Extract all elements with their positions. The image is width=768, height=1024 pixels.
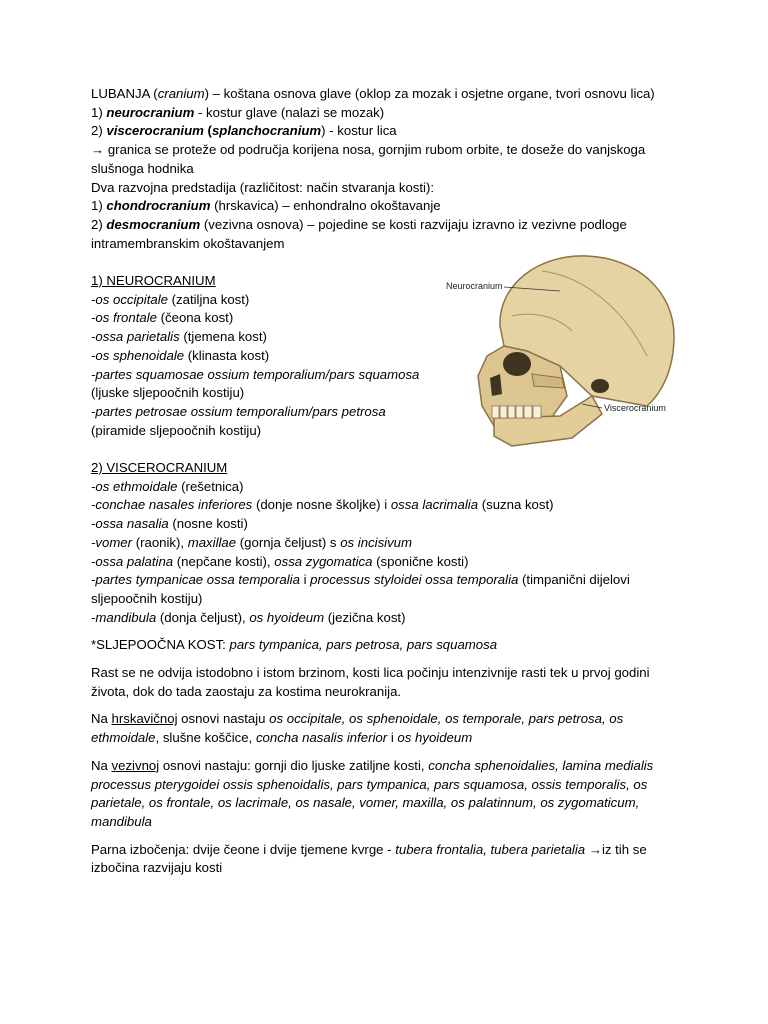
tooth — [533, 406, 541, 418]
neuro-heading: 1) NEUROCRANIUM — [91, 273, 216, 289]
latin-term: -os ethmoidale — [91, 478, 178, 494]
text: Na — [91, 711, 112, 727]
hrsk-line-2 — [91, 729, 691, 748]
text: (rešetnica) — [177, 478, 244, 494]
list-item — [91, 534, 691, 553]
latin-term: -partes petrosae ossium temporalium/pars petrosa — [91, 403, 386, 419]
latin-term: os incisivum — [340, 534, 413, 550]
skull-illustration — [442, 246, 682, 450]
latin-term: processus pterygoidei ossis sphenoidalis, pars tympanica, pars squamosa, ossis temporalis, os — [91, 776, 648, 792]
tooth — [508, 406, 515, 418]
latin-term: neurocranium — [106, 104, 195, 120]
intro-d2 — [91, 216, 691, 235]
text: (jezična kost) — [324, 609, 406, 625]
text: (piramide sljepoočnih kostiju) — [91, 422, 262, 438]
intro-line-2 — [91, 122, 691, 141]
latin-term: pars tympanica, pars petrosa, pars squamosa — [229, 637, 498, 653]
tooth — [500, 406, 507, 418]
text: (sponične kosti) — [372, 553, 469, 569]
latin-term: concha nasalis inferior — [255, 730, 388, 746]
spacer — [91, 748, 691, 757]
vez-line-2 — [91, 776, 691, 795]
hrsk-line-1 — [91, 710, 691, 729]
latin-term: -partes tympanicae ossa temporalia — [91, 572, 300, 588]
spacer — [91, 627, 691, 636]
intro-dva: Dva razvojna predstadija (različitost: način stvaranja kosti): — [91, 179, 435, 195]
list-item — [91, 553, 691, 572]
text: (čeona kost) — [156, 310, 234, 326]
list-item — [91, 515, 691, 534]
neurocranium-label: Neurocranium — [446, 281, 503, 291]
vez-line-3 — [91, 794, 691, 813]
text: (gornja čeljust) s — [236, 534, 341, 550]
vez-line-1 — [91, 757, 691, 776]
text: (tjemena kost) — [179, 329, 267, 345]
text: (klinasta kost) — [184, 347, 270, 363]
text: (nosne kosti) — [168, 516, 248, 532]
text: (timpanični dijelovi — [518, 572, 630, 588]
latin-term: -vomer — [91, 534, 133, 550]
sljepoocna-line — [91, 636, 691, 655]
skull-figure — [442, 246, 682, 450]
latin-term: -ossa nasalia — [91, 516, 169, 532]
latin-term: maxillae — [187, 534, 237, 550]
latin-term: tubera frontalia, tubera parietalia — [395, 841, 586, 857]
underlined-term: hrskavičnoj — [111, 711, 178, 727]
list-item — [91, 609, 691, 628]
teeth — [492, 406, 541, 418]
underlined-term: vezivnoj — [111, 757, 160, 773]
arrow-icon: → — [91, 142, 105, 158]
text: (donje nosne školjke) i — [252, 497, 391, 513]
ear-canal — [591, 379, 609, 393]
latin-term: viscerocranium — [106, 123, 204, 139]
tooth — [492, 406, 499, 418]
latin-term: -ossa parietalis — [91, 329, 180, 345]
text: 2) — [91, 216, 107, 232]
rast-line-1: Rast se ne odvija istodobno i istom brzinom, kosti lica počinju intenzivnije rasti tek u prvoj godini — [91, 665, 650, 681]
intro-d1 — [91, 197, 691, 216]
nasal-aperture — [490, 374, 502, 396]
text: ( — [203, 123, 212, 139]
spacer — [91, 701, 691, 710]
orbit — [503, 352, 531, 376]
list-item-cont: sljepoočnih kostiju) — [91, 590, 203, 606]
text: Na — [91, 757, 112, 773]
text: (raonik), — [132, 534, 188, 550]
intro-line-1 — [91, 104, 691, 123]
text: (vezivna osnova) – pojedine se kosti razvijaju izravno iz vezivne podloge — [200, 216, 627, 232]
latin-term: -os occipitale — [91, 291, 168, 307]
arrow-icon: → — [585, 841, 602, 857]
text: ) – koštana osnova glave (oklop za mozak i osjetne organe, tvori osnovu lica) — [204, 86, 655, 101]
latin-term: concha sphenoidalies, lamina medialis — [428, 757, 654, 773]
vez-line-4 — [91, 813, 691, 832]
spacer — [91, 832, 691, 841]
text: iz tih se — [601, 841, 647, 857]
list-item — [91, 496, 691, 515]
text: i — [299, 572, 311, 588]
text: 2) — [91, 123, 107, 139]
text: osnovi nastaju — [177, 711, 270, 727]
title-term: LUBANJA — [91, 86, 150, 101]
spacer — [91, 655, 691, 664]
latin-term: -partes squamosae ossium temporalium/pars squamosa — [91, 366, 420, 382]
text: osnovi nastaju: gornji dio ljuske zatiljne kosti, — [159, 757, 429, 773]
text: (hrskavica) – enhondralno okoštavanje — [210, 198, 441, 214]
text: 1) — [91, 104, 107, 120]
text: (donja čeljust), — [156, 609, 250, 625]
intro-arrow-line-2: slušnoga hodnika — [91, 160, 194, 176]
latin-term: chondrocranium — [106, 198, 211, 214]
latin-term: os hyoideum — [249, 609, 325, 625]
latin-term: os occipitale, os sphenoidale, os temporale, pars petrosa, os — [269, 711, 624, 727]
latin-term: cranium — [157, 86, 205, 101]
latin-term: os hyoideum — [397, 730, 473, 746]
latin-term: -conchae nasales inferiores — [91, 497, 253, 513]
intro-title-line — [91, 85, 691, 104]
text: ) - kostur lica — [321, 123, 397, 139]
viscerocranium-label: Viscerocranium — [604, 403, 666, 413]
latin-term: ethmoidale — [91, 730, 156, 746]
latin-term: ossa lacrimalia — [390, 497, 479, 513]
latin-term: parietale, os frontale, os lacrimale, os nasale, vomer, maxilla, os palatinnum, os zygomaticum, — [91, 795, 640, 811]
text: 1) — [91, 198, 107, 214]
text: (zatiljna kost) — [167, 291, 250, 307]
text: (ljuske sljepoočnih kostiju) — [91, 385, 245, 401]
text: Parna izbočenja: dvije čeone i dvije tjemene kvrge - — [91, 841, 396, 857]
text: ( — [149, 86, 158, 101]
latin-term: splanchocranium — [211, 123, 322, 139]
latin-term: processus styloidei ossa temporalia — [310, 572, 519, 588]
latin-term: -os frontale — [91, 310, 157, 326]
document-body — [91, 85, 691, 878]
latin-term: -mandibula — [91, 609, 157, 625]
rast-line-2: života, dok do tada zaostaju za kostima neurokranija. — [91, 683, 402, 699]
parna-line-2: izbočina razvijaju kosti — [91, 860, 223, 876]
latin-term: ossa zygomatica — [274, 553, 373, 569]
text: (nepčane kosti), — [173, 553, 275, 569]
text: *SLJEPOOČNA KOST: — [91, 637, 230, 653]
list-item — [91, 571, 691, 590]
list-item — [91, 478, 691, 497]
tooth — [516, 406, 523, 418]
text: , slušne koščice, — [155, 730, 256, 746]
text: - kostur glave (nalazi se mozak) — [194, 104, 385, 120]
tooth — [524, 406, 532, 418]
text: i — [387, 730, 398, 746]
text: granica se proteže od područja korijena nosa, gornjim rubom orbite, te doseže do vanjskoga — [104, 142, 646, 158]
latin-term: mandibula — [91, 813, 152, 829]
parna-line-1 — [91, 841, 691, 860]
latin-term: -os sphenoidale — [91, 347, 185, 363]
intro-arrow-line — [91, 141, 691, 160]
text: (suzna kost) — [478, 497, 554, 513]
intro-d2-cont: intramembranskim okoštavanjem — [91, 235, 285, 251]
latin-term: desmocranium — [106, 216, 201, 232]
visc-heading: 2) VISCEROCRANIUM — [91, 460, 228, 476]
latin-term: -ossa palatina — [91, 553, 174, 569]
